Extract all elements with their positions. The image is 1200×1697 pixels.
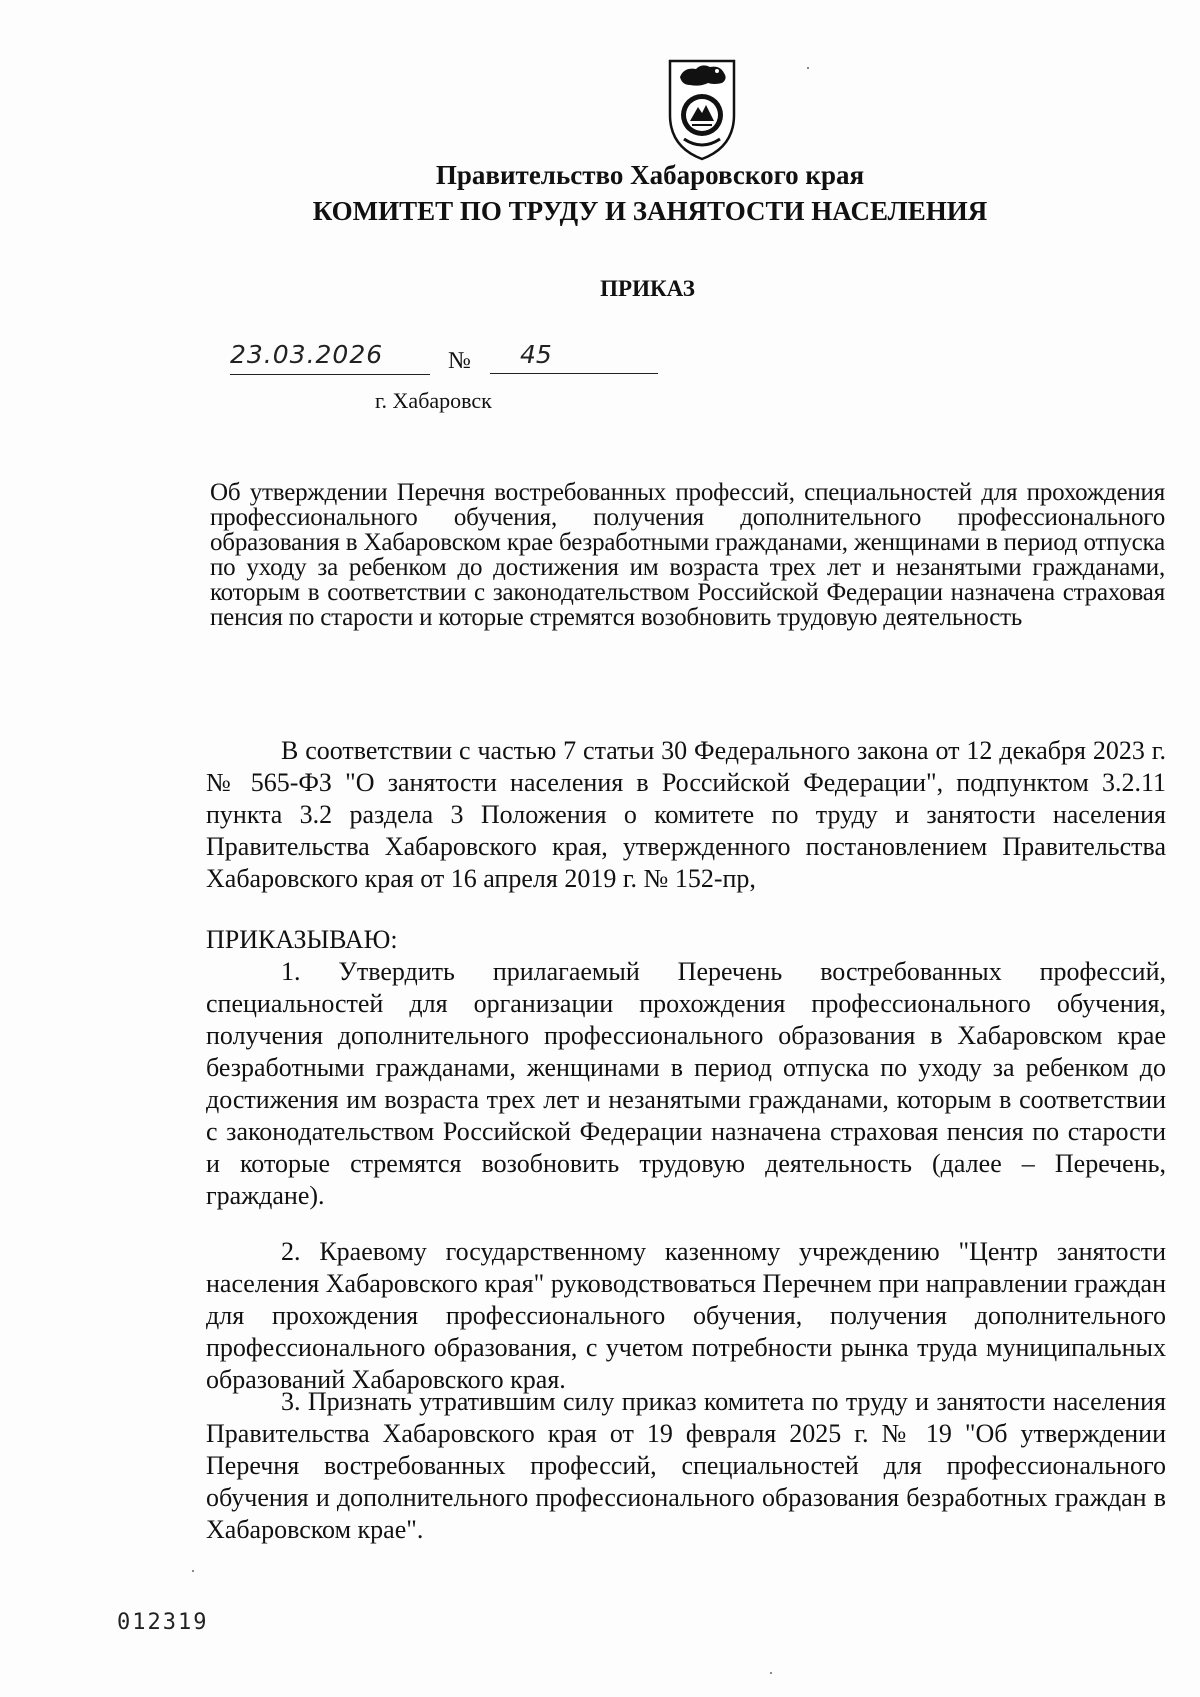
document-type-heading: ПРИКАЗ (600, 276, 695, 301)
organization-name: Правительство Хабаровского края (435, 160, 865, 190)
order-item-2: 2. Краевому государственному казенному учреждению "Центр занятости населения Хабаровского края" руководствоваться Перечнем при направлении граждан для прохождения профессионального обучения, получения дополнительного профессионального образования, с учетом потребности рынка труда муниципальных образований Хабаровского края. (206, 1237, 1166, 1394)
order-item-3: 3. Признать утратившим силу приказ комитета по труду и занятости населения Правительства Хабаровского края от 19 февраля 2025 г. № 19 "Об утверждении Перечня востребованных профессий, специальностей для профессионального обучения и дополнительного профессионального образования безработных граждан в Хабаровском крае". (206, 1387, 1166, 1544)
scan-speck (807, 67, 809, 69)
number-sign: № (448, 348, 471, 374)
order-word: ПРИКАЗЫВАЮ: (206, 925, 398, 954)
scan-speck (192, 1570, 194, 1572)
document-subject: Об утверждении Перечня востребованных профессий, специальностей для прохождения профессионального обучения, получения дополнительного профессионального образования в Хабаровском крае безработными гражданами, женщинами в период отпуска по уходу за ребенком до достижения им возраста трех лет и незанятыми гражданами, которым в соответствии с законодательством Российской Федерации назначена страховая пенсия по старости и которые стремятся возобновить трудовую деятельность (210, 479, 1165, 631)
committee-name: КОМИТЕТ ПО ТРУДУ И ЗАНЯТОСТИ НАСЕЛЕНИЯ (312, 196, 988, 226)
registration-line (222, 340, 662, 380)
serial-number: 012319 (117, 1610, 209, 1635)
preamble-paragraph: В соответствии с частью 7 статьи 30 Федерального закона от 12 декабря 2023 г. № 565-ФЗ "О занятости населения в Российской Федерации", подпунктом 3.2.11 пункта 3.2 раздела 3 Положения о комитете по труду и занятости населения Правительства Хабаровского края, утвержденного постановлением Правительства Хабаровского края от 16 апреля 2019 г. № 152-пр, (206, 736, 1166, 893)
coat-of-arms-icon (662, 55, 742, 163)
scan-speck (770, 1672, 772, 1674)
document-date: 23.03.2026 (230, 340, 430, 375)
document-number: 45 (490, 340, 658, 374)
order-item-1: 1. Утвердить прилагаемый Перечень востребованных профессий, специальностей для организации прохождения профессионального обучения, получения дополнительного профессионального образования в Хабаровском крае безработными гражданами, женщинами в период отпуска по уходу за ребенком до достижения им возраста трех лет и незанятыми гражданами, которым в соответствии с законодательством Российской Федерации назначена страховая пенсия по старости и которые стремятся возобновить трудовую деятельность (далее – Перечень, граждане). (206, 957, 1166, 1210)
document-city: г. Хабаровск (375, 388, 492, 413)
